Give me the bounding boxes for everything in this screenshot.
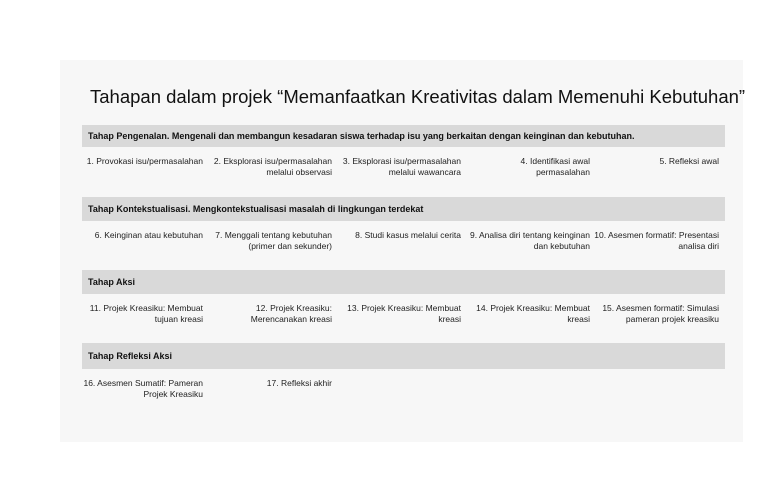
- step-item: 7. Menggali tentang kebutuhan (primer dan sekunder): [215, 230, 332, 251]
- step-item: 14. Projek Kreasiku: Membuat kreasi: [476, 303, 590, 324]
- section-header: Tahap Pengenalan. Mengenali dan membangun kesadaran siswa terhadap isu yang berkaitan dengan keinginan dan kebutuhan.: [82, 125, 725, 147]
- step-item: 17. Refleksi akhir: [266, 378, 332, 388]
- step-item: 9. Analisa diri tentang keinginan dan kebutuhan: [469, 230, 590, 251]
- step-item: 6. Keinginan atau kebutuhan: [94, 230, 203, 240]
- step-item: 2. Eksplorasi isu/permasalahan melalui observasi: [213, 156, 332, 177]
- section-header: Tahap Aksi: [82, 270, 725, 294]
- step-item: 5. Refleksi awal: [659, 156, 719, 166]
- step-item: 4. Identifikasi awal permasalahan: [520, 156, 590, 177]
- step-item: 3. Eksplorasi isu/permasalahan melalui wawancara: [342, 156, 461, 177]
- step-item: 1. Provokasi isu/permasalahan: [86, 156, 203, 166]
- step-item: 11. Projek Kreasiku: Membuat tujuan kreasi: [89, 303, 203, 324]
- section-header: Tahap Kontekstualisasi. Mengkontekstualisasi masalah di lingkungan terdekat: [82, 197, 725, 221]
- step-item: 16. Asesmen Sumatif: Pameran Projek Kreasiku: [83, 378, 203, 399]
- step-item: 15. Asesmen formatif: Simulasi pameran projek kreasiku: [602, 303, 719, 324]
- step-item: 10. Asesmen formatif: Presentasi analisa diri: [594, 230, 719, 251]
- step-item: 8. Studi kasus melalui cerita: [355, 230, 461, 240]
- page-title: Tahapan dalam projek “Memanfaatkan Kreativitas dalam Memenuhi Kebutuhan”: [90, 86, 746, 107]
- step-item: 13. Projek Kreasiku: Membuat kreasi: [347, 303, 461, 324]
- step-item: 12. Projek Kreasiku: Merencanakan kreasi: [250, 303, 332, 324]
- section-header: Tahap Refleksi Aksi: [82, 343, 725, 369]
